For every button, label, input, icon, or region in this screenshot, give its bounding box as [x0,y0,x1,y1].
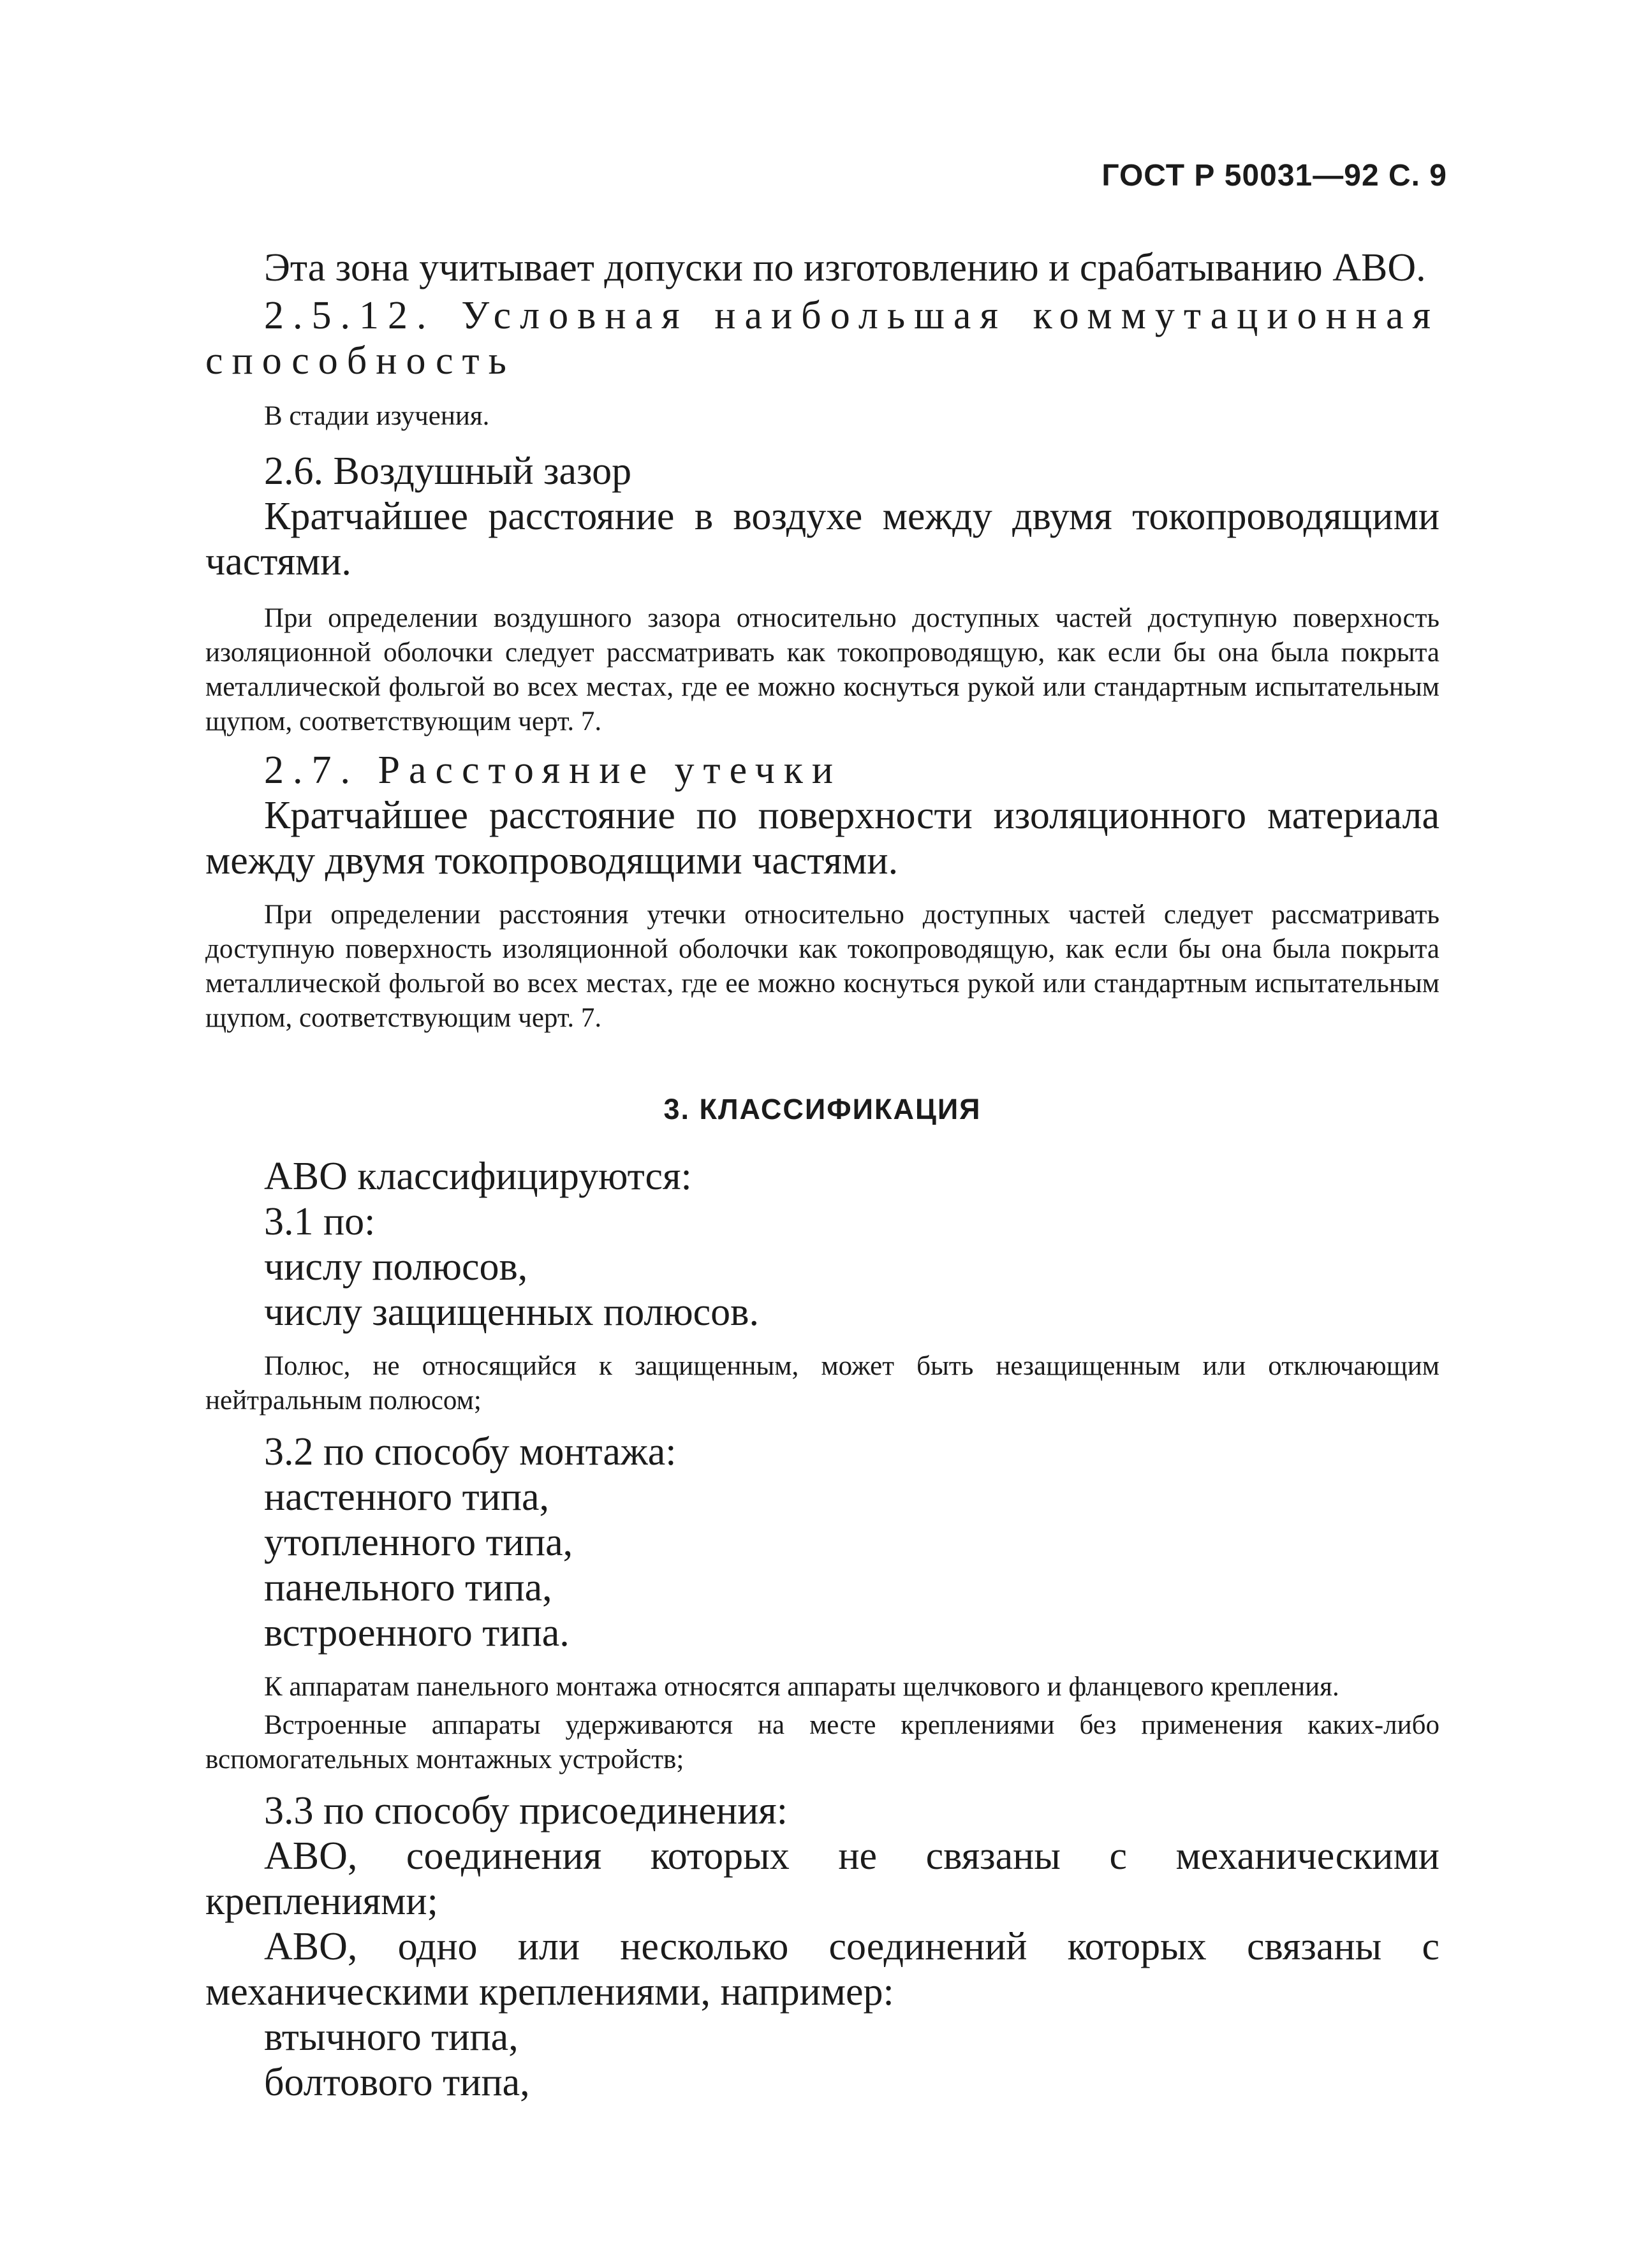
clause-2-5-12-title: 2.5.12. Условная наибольшая коммутационная способность [205,294,1439,383]
page-content [205,245,1439,2105]
list-item: втычного типа, [264,2016,519,2059]
list-item: панельного типа, [264,1566,552,1609]
list-item: АВО, одно или несколько соединений которых связаны с механическими креплениями, например: [205,1925,1439,2014]
classification-intro: АВО классифицируются: [264,1155,692,1198]
clause-2-6-definition: Кратчайшее расстояние в воздухе между двумя токопроводящими частями. [205,495,1439,583]
clause-3-1: 3.1 по: [264,1200,376,1243]
paragraph-zone-tolerance: Эта зона учитывает допуски по изготовлению и срабатыванию АВО. [264,246,1426,289]
clause-2-7-definition: Кратчайшее расстояние по поверхности изоляционного материала между двумя токопроводящими частями. [205,794,1439,882]
list-item: утопленного типа, [264,1521,573,1564]
list-item: настенного типа, [264,1475,550,1519]
list-item: числу полюсов, [264,1245,528,1289]
clause-3-1-note: Полюс, не относящийся к защищенным, может быть незащищенным или отключающим нейтральным полюсом; [205,1351,1439,1416]
clause-2-6-note: При определении воздушного зазора относительно доступных частей доступную поверхность изоляционной оболочки следует рассматривать как токопроводящую, как если бы она была покрыта металлической фольгой во всех местах, где ее можно коснуться рукой или стандартным испытательным щупом, соответствующим черт. 7. [205,603,1439,736]
clause-2-7-title: 2.7. Расстояние утечки [264,749,843,792]
clause-2-7-note: При определении расстояния утечки относительно доступных частей следует рассматривать доступную поверхность изоляционной оболочки как токопроводящую, как если бы она была покрыта металлической фольгой во всех местах, где ее можно коснуться рукой или стандартным испытательным щупом, соответствующим черт. 7. [205,900,1439,1033]
clause-3-3: 3.3 по способу присоединения: [264,1789,788,1833]
page-header: ГОСТ Р 50031—92 С. 9 [1101,159,1447,193]
section-3-heading: 3. КЛАССИФИКАЦИЯ [663,1093,982,1125]
list-item: болтового типа, [264,2061,530,2104]
clause-2-6-title: 2.6. Воздушный зазор [264,450,632,493]
list-item: числу защищенных полюсов. [264,1291,759,1334]
clause-3-2-note-1: К аппаратам панельного монтажа относятся аппараты щелчкового и фланцевого крепления. [264,1672,1339,1702]
clause-2-5-12-note: В стадии изучения. [264,401,490,431]
list-item: встроенного типа. [264,1611,570,1655]
list-item: АВО, соединения которых не связаны с механическими креплениями; [205,1834,1439,1923]
clause-3-2-note-2: Встроенные аппараты удерживаются на месте креплениями без применения каких-либо вспомогательных монтажных устройств; [205,1710,1439,1774]
clause-3-2: 3.2 по способу монтажа: [264,1430,677,1474]
